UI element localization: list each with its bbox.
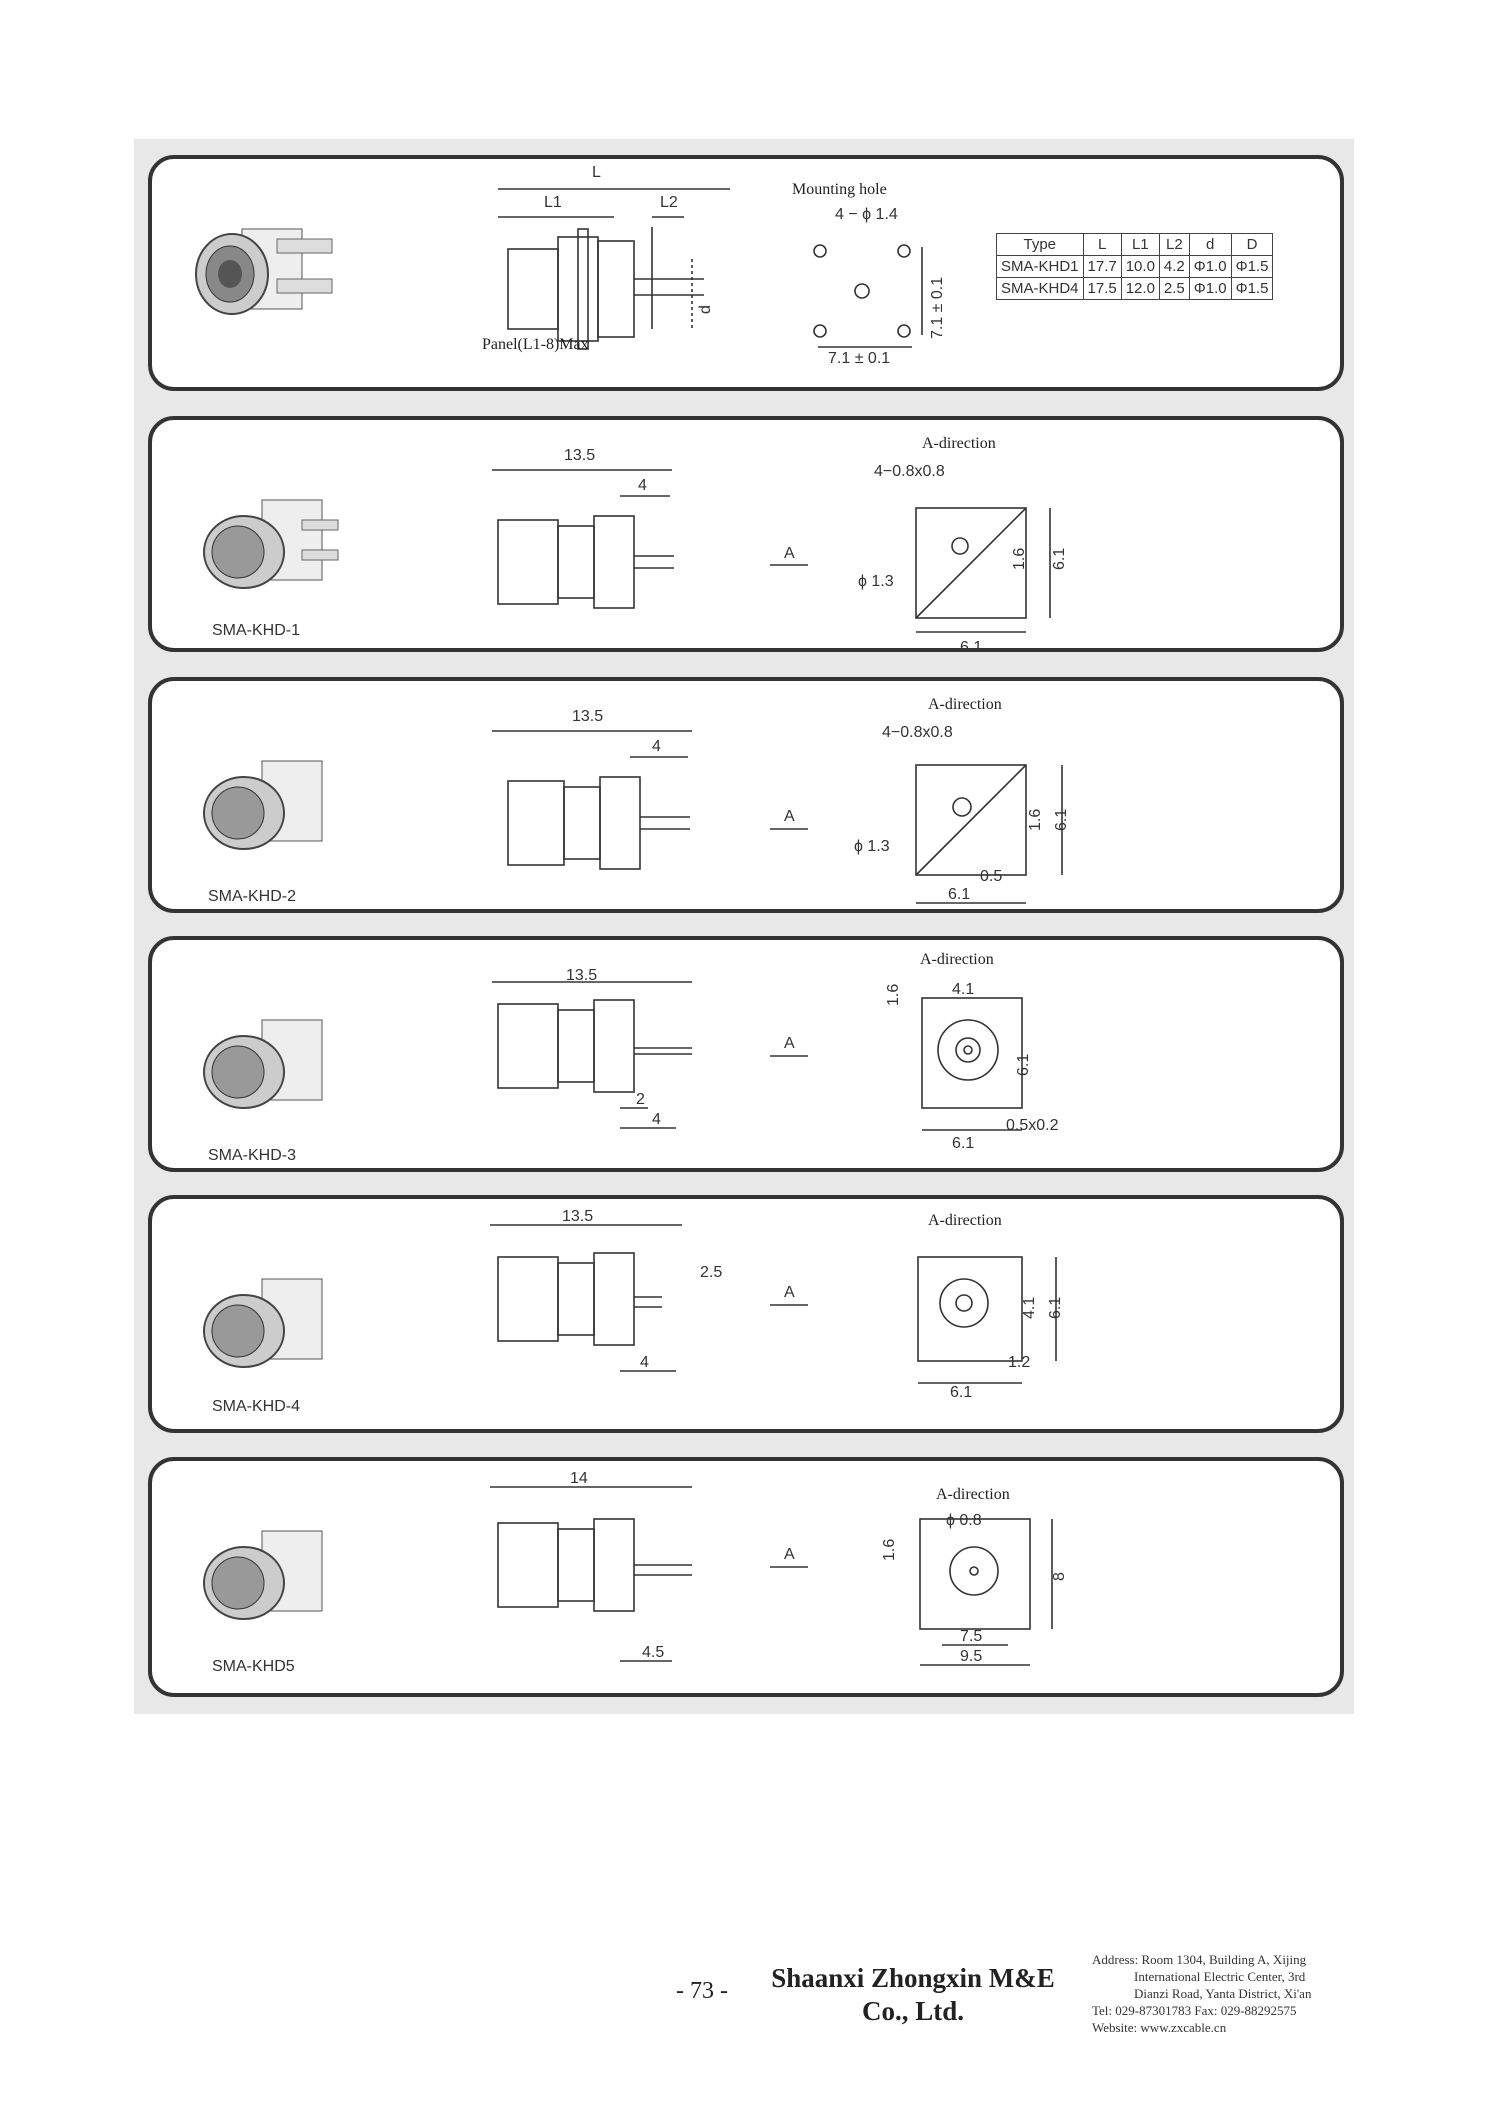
dim-length: 13.5 [572,708,604,725]
website-line: Website: www.zxcable.cn [1092,2020,1227,2035]
dim-phi: ϕ 1.3 [854,838,890,855]
dim-slot: 4−0.8x0.8 [882,724,953,741]
dim-width: 6.1 [952,1135,975,1152]
table-cell: Φ1.0 [1189,278,1231,300]
dim-pin: 4 [652,738,661,755]
table-row [997,278,1273,300]
panel-drawing [152,1199,1344,1433]
connector-photo [196,229,332,314]
table-cell: SMA-KHD1 [997,256,1084,278]
dim-p2: 2 [636,1091,645,1108]
model-label: SMA-KHD-2 [208,888,297,905]
a-direction-title: A-direction [928,696,1002,713]
address-line: Dianzi Road, Yanta District, Xi'an [1134,1986,1312,2001]
table-cell: Φ1.5 [1231,278,1273,300]
side-view-drawing [498,189,730,349]
dim-width: 6.1 [960,639,983,656]
dim-p4: 4 [652,1111,661,1128]
company-name-line1: Shaanxi Zhongxin M&E [771,1963,1055,1993]
a-arrow-label: A [784,1284,795,1301]
a-direction-title: A-direction [936,1486,1010,1503]
dim-d: d [697,305,714,314]
dim-h2: 9.5 [960,1648,983,1665]
panel-note: Panel(L1-8)Max [482,336,589,353]
panel-sma-khd-3 [148,936,1344,1172]
dim-slot: 4−0.8x0.8 [874,463,945,480]
a-arrow-label: A [784,545,795,562]
table-cell: 17.7 [1083,256,1121,278]
table-cell: 2.5 [1159,278,1189,300]
panel-sma-khd-1 [148,416,1344,656]
side-view-drawing [490,1487,692,1661]
dim-L1: L1 [544,194,562,211]
dim-extra: 0.5x0.2 [1006,1117,1059,1134]
company-name [768,1962,1058,2028]
dim-pin: 4 [638,477,647,494]
dim-v1: 4.1 [1021,1296,1038,1319]
table-cell: Φ1.5 [1231,256,1273,278]
hole-h-dim: 7.1 ± 0.1 [828,350,891,367]
a-arrow-label: A [784,1546,795,1563]
panel-sma-khd-4 [148,1195,1344,1433]
mounting-hole-pattern [814,245,922,347]
a-direction-view [918,1257,1056,1383]
company-name-line2: Co., Ltd. [861,1996,964,2026]
panel-drawing [152,681,1344,913]
dim-top: 4.1 [952,981,975,998]
table-header-cell: L2 [1159,234,1189,256]
panel-drawing [152,420,1344,656]
dim-width: 6.1 [948,886,971,903]
dim-width: 6.1 [950,1384,973,1401]
dim-p45: 4.5 [642,1644,665,1661]
table-header-cell: Type [997,234,1084,256]
dim-v1: 1.6 [1027,808,1044,831]
table-cell: 17.5 [1083,278,1121,300]
connector-photo [204,1020,322,1108]
dim-pin: 2.5 [700,1264,723,1281]
dim-L2: L2 [660,194,678,211]
panel-sma-khd-2 [148,677,1344,913]
dim-extra: 1.2 [1008,1354,1031,1371]
panel-sma-khd5 [148,1457,1344,1697]
table-cell: 4.2 [1159,256,1189,278]
a-arrow-label: A [784,808,795,825]
a-direction-title: A-direction [922,435,996,452]
contact-line: Tel: 029-87301783 Fax: 029-88292575 [1092,2003,1297,2018]
side-view-drawing [492,731,692,869]
connector-photo [204,761,322,849]
a-direction-view [916,508,1050,632]
dim-v2: 6.1 [1047,1296,1064,1319]
hole-v-dim: 7.1 ± 0.1 [929,276,946,339]
side-view-drawing [490,1225,682,1371]
address-line: International Electric Center, 3rd [1134,1969,1306,1984]
table-row [997,256,1273,278]
panel-drawing [152,1461,1344,1697]
table-cell: 12.0 [1121,278,1159,300]
dim-length: 13.5 [566,967,598,984]
dim-phi: ϕ 1.3 [858,573,894,590]
dim-length: 13.5 [562,1208,594,1225]
dim-left: 1.6 [881,1538,898,1561]
panel-khd-table [148,155,1344,391]
connector-photo [204,1279,322,1367]
side-view-drawing [492,982,692,1128]
table-cell: Φ1.0 [1189,256,1231,278]
a-direction-view [920,1519,1052,1665]
dim-v1: 1.6 [1011,547,1028,570]
company-address [1092,1951,1332,2036]
table-header-cell: d [1189,234,1231,256]
table-header-cell: L1 [1121,234,1159,256]
dim-L: L [592,164,601,181]
model-label: SMA-KHD-1 [212,622,301,639]
dim-phi: ϕ 0.8 [946,1512,982,1529]
connector-photo [204,1531,322,1619]
dim-left: 1.6 [885,983,902,1006]
dim-length: 13.5 [564,447,596,464]
dim-v2: 6.1 [1053,808,1070,831]
dim-right: 6.1 [1015,1053,1032,1076]
table-header-cell: L [1083,234,1121,256]
a-arrow-label: A [784,1035,795,1052]
dim-h1: 7.5 [960,1628,983,1645]
model-label: SMA-KHD-3 [208,1147,297,1164]
panel-drawing [152,940,1344,1172]
model-label: SMA-KHD5 [212,1658,295,1675]
hole-spec: 4 − ϕ 1.4 [835,206,898,223]
spec-table [996,233,1273,300]
table-cell: 10.0 [1121,256,1159,278]
a-direction-view [922,998,1022,1130]
model-label: SMA-KHD-4 [212,1398,301,1415]
dim-extra: 0.5 [980,868,1003,885]
table-header-cell: D [1231,234,1273,256]
a-direction-title: A-direction [928,1212,1002,1229]
dim-right: 8 [1051,1572,1068,1581]
table-cell: SMA-KHD4 [997,278,1084,300]
connector-photo [204,500,338,588]
address-line: Address: Room 1304, Building A, Xijing [1092,1952,1307,1967]
dim-v2: 6.1 [1051,547,1068,570]
dim-p4: 4 [640,1354,649,1371]
dim-length: 14 [570,1470,588,1487]
spec-table-header [997,234,1273,256]
mounting-hole-title: Mounting hole [792,181,887,198]
page-number: - 73 - [676,1978,728,2004]
a-direction-title: A-direction [920,951,994,968]
